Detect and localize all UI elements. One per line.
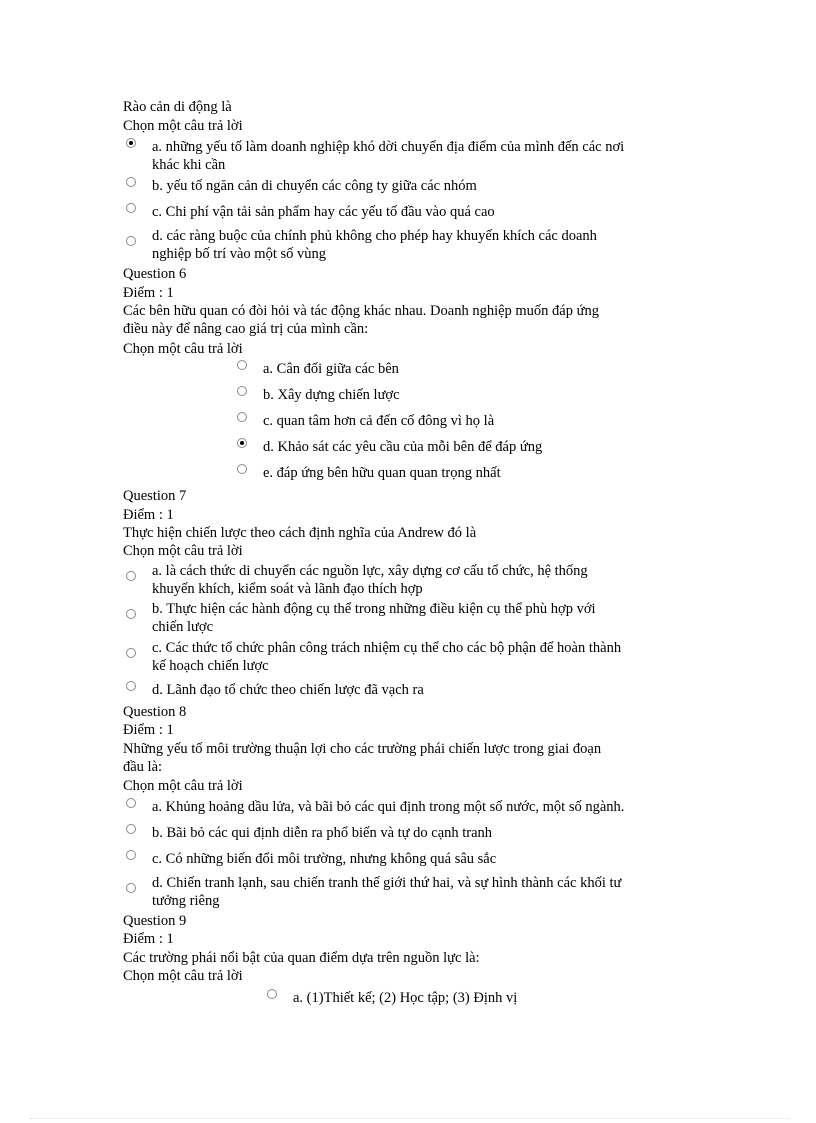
question-label: Question 6 [123, 266, 187, 282]
option-text: d. Lãnh đạo tổ chức theo chiến lược đã vạch ra [152, 682, 424, 698]
radio-button[interactable] [126, 850, 136, 860]
answer-option[interactable] [126, 177, 477, 195]
radio-button[interactable] [126, 571, 136, 581]
question-label: Question 9 [123, 913, 187, 929]
radio-button[interactable] [126, 883, 136, 893]
radio-button[interactable] [126, 203, 136, 213]
radio-button[interactable] [126, 609, 136, 619]
answer-option[interactable] [237, 386, 400, 404]
answer-option[interactable] [126, 600, 596, 636]
radio-button[interactable] [237, 412, 247, 422]
option-text: b. Bãi bỏ các qui định diễn ra phổ biến và tự do cạnh tranh [152, 825, 493, 841]
option-text: kế hoạch chiến lược [152, 658, 269, 674]
option-text: khuyến khích, kiểm soát và lãnh đạo thích hợp [152, 581, 423, 597]
answer-option[interactable] [126, 681, 424, 699]
option-text: a. (1)Thiết kế; (2) Học tập; (3) Định vị [293, 990, 518, 1006]
answer-option[interactable] [126, 639, 621, 675]
answer-option[interactable] [126, 203, 495, 221]
question-label: Question 7 [123, 488, 187, 504]
option-text: c. Có những biến đổi môi trường, nhưng không quá sâu sắc [152, 851, 497, 867]
question-prompt: Những yếu tố môi trường thuận lợi cho các trường phái chiến lược trong giai đoạn [123, 741, 602, 757]
answer-option[interactable] [237, 464, 501, 482]
question-prompt: Thực hiện chiến lược theo cách định nghĩa của Andrew đó là [123, 525, 477, 541]
option-text: tưởng riêng [152, 893, 220, 909]
option-text: b. Thực hiện các hành động cụ thể trong những điều kiện cụ thể phù hợp với [152, 601, 596, 617]
radio-button[interactable] [126, 177, 136, 187]
answer-option[interactable] [126, 824, 492, 842]
question-points: Điểm : 1 [123, 507, 174, 523]
radio-button[interactable] [126, 824, 136, 834]
page-bottom-divider [30, 1118, 790, 1119]
option-text: e. đáp ứng bên hữu quan quan trọng nhất [263, 465, 501, 481]
radio-button[interactable] [237, 438, 247, 448]
question-points: Điểm : 1 [123, 285, 174, 301]
question-points: Điểm : 1 [123, 722, 174, 738]
option-text: nghiệp bố trí vào một số vùng [152, 246, 326, 262]
question-prompt: Các trường phái nổi bật của quan điểm dựa trên nguồn lực là: [123, 950, 480, 966]
radio-button[interactable] [126, 236, 136, 246]
answer-option[interactable] [126, 227, 597, 263]
option-text: a. Khủng hoảng dầu lửa, và bãi bỏ các qui định trong một số nước, một số ngành. [152, 799, 625, 815]
option-text: b. yếu tố ngăn cản di chuyển các công ty giữa các nhóm [152, 178, 477, 194]
radio-button[interactable] [126, 681, 136, 691]
option-text: chiến lược [152, 619, 214, 635]
answer-option[interactable] [237, 412, 494, 430]
radio-button[interactable] [237, 386, 247, 396]
answer-instruction: Chọn một câu trả lời [123, 968, 243, 984]
option-text: c. quan tâm hơn cả đến cổ đông vì họ là [263, 413, 495, 429]
answer-option[interactable] [267, 989, 517, 1007]
answer-option[interactable] [126, 850, 496, 868]
option-text: d. các ràng buộc của chính phủ không cho phép hay khuyến khích các doanh [152, 228, 597, 244]
radio-button[interactable] [237, 360, 247, 370]
answer-option[interactable] [237, 438, 542, 456]
answer-option[interactable] [126, 562, 588, 598]
option-text: a. là cách thức di chuyển các nguồn lực, xây dựng cơ cấu tổ chức, hệ thống [152, 563, 588, 579]
answer-option[interactable] [126, 798, 624, 816]
answer-instruction: Chọn một câu trả lời [123, 118, 243, 134]
option-text: c. Chi phí vận tải sản phẩm hay các yếu tố đầu vào quá cao [152, 204, 495, 220]
radio-button[interactable] [126, 798, 136, 808]
question-prompt: Rào cản di động là [123, 99, 232, 115]
option-text: khác khi cần [152, 157, 226, 173]
question-prompt: Các bên hữu quan có đòi hỏi và tác động khác nhau. Doanh nghiệp muốn đáp ứng [123, 303, 599, 319]
radio-button[interactable] [126, 648, 136, 658]
question-prompt: đầu là: [123, 759, 163, 775]
option-text: b. Xây dựng chiến lược [263, 387, 400, 403]
answer-option[interactable] [126, 874, 621, 910]
question-prompt: điều này để nâng cao giá trị của mình cần: [123, 321, 369, 337]
answer-option[interactable] [237, 360, 399, 378]
option-text: a. Cân đối giữa các bên [263, 361, 399, 377]
option-text: a. những yếu tố làm doanh nghiệp khó dời chuyển địa điểm của mình đến các nơi [152, 139, 625, 155]
option-text: c. Các thức tổ chức phân công trách nhiệm cụ thể cho các bộ phận để hoàn thành [152, 640, 622, 656]
radio-button[interactable] [267, 989, 277, 999]
option-text: d. Khảo sát các yêu cầu của mỗi bên để đáp ứng [263, 439, 543, 455]
answer-instruction: Chọn một câu trả lời [123, 341, 243, 357]
answer-option[interactable] [126, 138, 624, 174]
answer-instruction: Chọn một câu trả lời [123, 778, 243, 794]
radio-button[interactable] [237, 464, 247, 474]
answer-instruction: Chọn một câu trả lời [123, 543, 243, 559]
question-label: Question 8 [123, 704, 187, 720]
question-points: Điểm : 1 [123, 931, 174, 947]
option-text: d. Chiến tranh lạnh, sau chiến tranh thế giới thứ hai, và sự hình thành các khối tư [152, 875, 622, 891]
radio-button[interactable] [126, 138, 136, 148]
